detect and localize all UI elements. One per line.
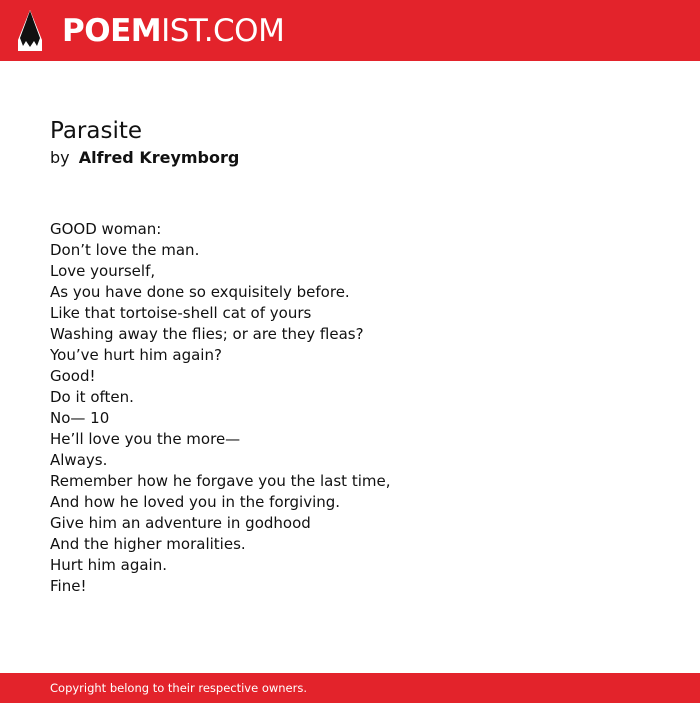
pencil-tip-icon[interactable]	[18, 10, 42, 51]
poem-line: Like that tortoise-shell cat of yours	[50, 304, 312, 322]
logo-text-light: IST.COM	[161, 13, 285, 49]
poem-header	[50, 116, 650, 169]
poem-title: Parasite	[50, 118, 143, 144]
poem-line: Always.	[50, 451, 108, 469]
poem-line: GOOD woman:	[50, 220, 162, 238]
poem-line: Fine!	[50, 577, 87, 595]
poem-line: Hurt him again.	[50, 556, 168, 574]
poem-line: You’ve hurt him again?	[50, 346, 222, 364]
poem-line: And how he loved you in the forgiving.	[50, 493, 341, 511]
poem-line: Remember how he forgave you the last time,	[50, 472, 391, 490]
byline	[50, 147, 650, 169]
poem-line: As you have done so exquisitely before.	[50, 283, 350, 301]
site-footer	[0, 673, 700, 703]
logo-text-bold: POEM	[62, 13, 162, 49]
poem-body	[50, 219, 650, 597]
site-header	[0, 0, 700, 61]
poem-line: He’ll love you the more—	[50, 430, 241, 448]
poem-line: Love yourself,	[50, 262, 156, 280]
poem-line: Give him an adventure in godhood	[50, 514, 311, 532]
poem-line: No— 10	[50, 409, 110, 427]
poem-line: And the higher moralities.	[50, 535, 246, 553]
copyright-notice: Copyright belong to their respective owners.	[50, 681, 308, 695]
poem-line: Do it often.	[50, 388, 134, 406]
author-link[interactable]: Alfred Kreymborg	[78, 148, 240, 167]
poem-line: Don’t love the man.	[50, 241, 200, 259]
poem-line: Good!	[50, 367, 96, 385]
site-logo[interactable]	[62, 13, 284, 49]
by-label: by	[50, 148, 70, 167]
poem-line: Washing away the flies; or are they fleas?	[50, 325, 364, 343]
